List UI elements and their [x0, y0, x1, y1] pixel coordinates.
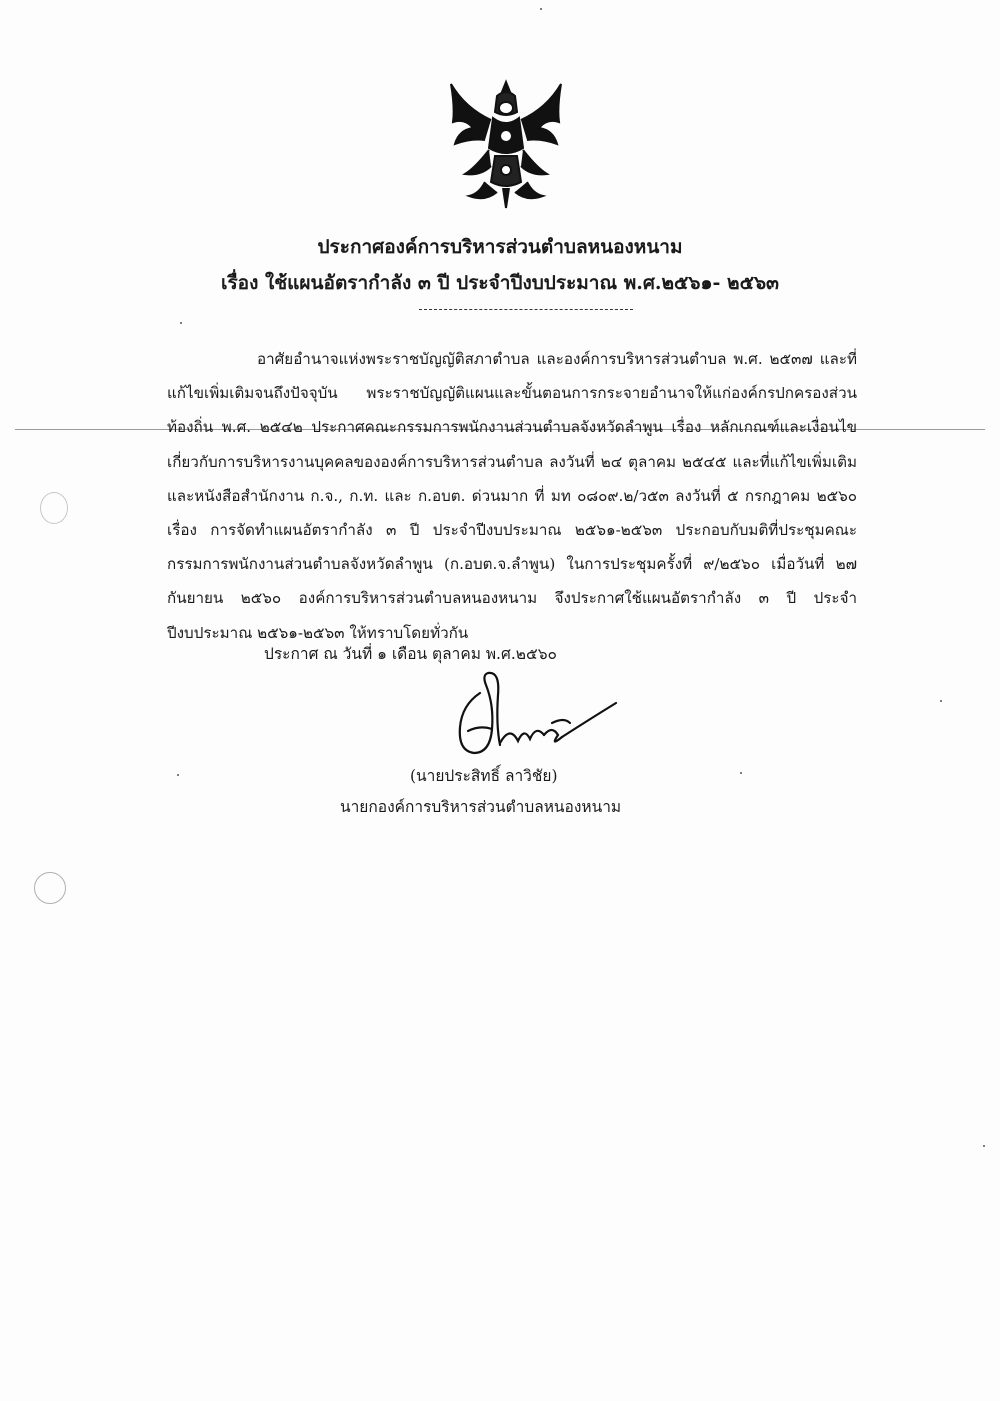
punch-hole-mark: [34, 872, 66, 904]
scan-speck: [540, 8, 542, 10]
scan-speck: [940, 700, 942, 702]
announcement-title: ประกาศองค์การบริหารส่วนตำบลหนองหนาม: [317, 236, 683, 258]
garuda-emblem-icon: [445, 78, 567, 212]
signatory-name: (นายประสิทธิ์ ลาวิชัย): [410, 767, 558, 785]
body-paragraph: อาศัยอำนาจแห่งพระราชบัญญัติสภาตำบล และองค์การบริหารส่วนตำบล พ.ศ. ๒๕๓๗ และที่แก้ไขเพิ่มเติมจนถึงปัจจุบัน พระราชบัญญัติแผนและขั้นตอนการกระจายอำนาจให้แก่องค์กรปกครองส่วนท้องถิ่น พ.ศ. ๒๕๔๒ ประกาศคณะกรรมการพนักงานส่วนตำบลจังหวัดลำพูน เรื่อง หลักเกณฑ์และเงื่อนไขเกี่ยวกับการบริหารงานบุคคลขององค์การบริหารส่วนตำบล ลงวันที่ ๒๔ ตุลาคม ๒๕๔๕ และที่แก้ไขเพิ่มเติม และหนังสือสำนักงาน ก.จ., ก.ท. และ ก.อบต. ด่วนมาก ที่ มท ๐๘๐๙.๒/ว๕๓ ลงวันที่ ๕ กรกฎาคม ๒๕๖๐ เรื่อง การจัดทำแผนอัตรากำลัง ๓ ปี ประจำปีงบประมาณ ๒๕๖๑-๒๕๖๓ ประกอบกับมติที่ประชุมคณะกรรมการพนักงานส่วนตำบลจังหวัดลำพูน (ก.อบต.จ.ลำพูน) ในการประชุมครั้งที่ ๙/๒๕๖๐ เมื่อวันที่ ๒๗ กันยายน ๒๕๖๐ องค์การบริหารส่วนตำบลหนองหนาม จึงประกาศใช้แผนอัตรากำลัง ๓ ปี ประจำปีงบประมาณ ๒๕๖๑-๒๕๖๓ ให้ทราบโดยทั่วกัน: [167, 350, 857, 642]
announcement-subject: เรื่อง ใช้แผนอัตรากำลัง ๓ ปี ประจำปีงบประมาณ พ.ศ.๒๕๖๑- ๒๕๖๓: [220, 272, 780, 294]
title-divider: [419, 309, 633, 310]
announcement-body: [167, 342, 857, 650]
scan-speck: [177, 774, 179, 776]
announcement-date: ประกาศ ณ วันที่ ๑ เดือน ตุลาคม พ.ศ.๒๕๖๐: [264, 645, 557, 663]
scan-speck: [983, 1145, 985, 1147]
signature-icon: [440, 665, 620, 770]
scan-speck: [740, 772, 742, 774]
signatory-position: นายกองค์การบริหารส่วนตำบลหนองหนาม: [340, 798, 622, 816]
punch-hole-mark: [40, 492, 68, 524]
scan-speck: [180, 322, 182, 324]
